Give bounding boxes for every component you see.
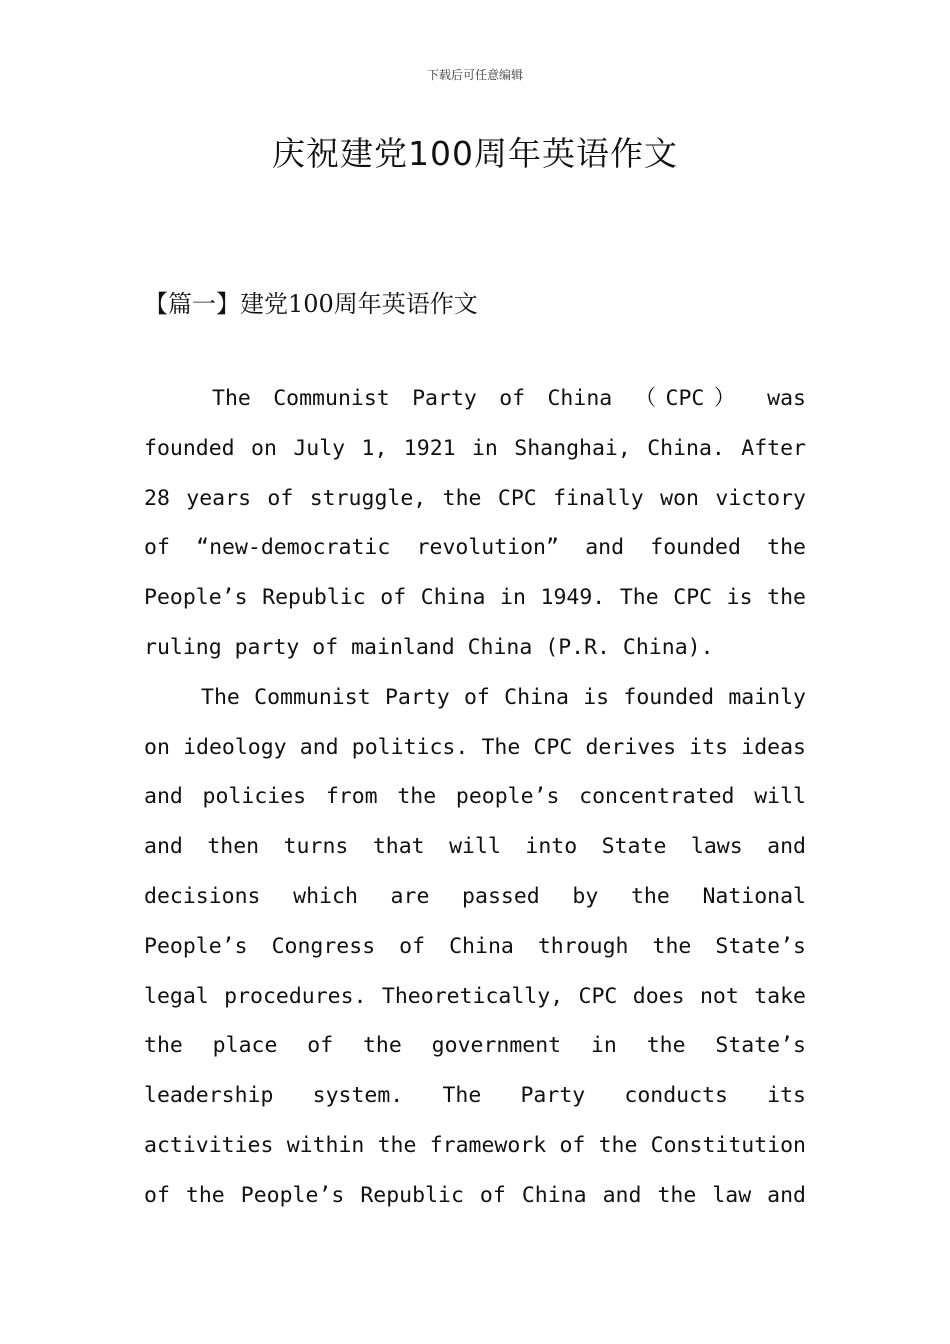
text-line: People’s Congress of China through the State’s	[144, 933, 806, 959]
text-line: ruling party of mainland China (P.R. China).	[144, 634, 714, 660]
text-line: and policies from the people’s concentrated will	[144, 784, 806, 810]
text-line: activities within the framework of the Constitution	[144, 1132, 806, 1158]
document-title: 庆祝建党100周年英语作文	[272, 134, 678, 173]
text-line: 28 years of struggle, the CPC finally won victory	[144, 485, 806, 511]
section-heading: 【篇一】建党100周年英语作文	[144, 290, 478, 318]
paragraph-1	[144, 374, 806, 673]
text-line: leadership system. The Party conducts its	[144, 1083, 806, 1109]
paragraph-2	[144, 673, 806, 1221]
text-line: founded on July 1, 1921 in Shanghai, China. After	[144, 435, 806, 461]
text-line: decisions which are passed by the National	[144, 883, 806, 909]
text-line: of “new-democratic revolution” and founded the	[144, 535, 806, 561]
text-line: The Communist Party of China （CPC） was	[212, 386, 806, 411]
text-line: and then turns that will into State laws and	[144, 834, 806, 860]
document-body	[144, 374, 806, 1221]
text-line: legal procedures. Theoretically, CPC does not take	[144, 983, 806, 1009]
text-line: People’s Republic of China in 1949. The CPC is the	[144, 585, 806, 611]
text-line: The Communist Party of China is founded mainly	[201, 684, 806, 710]
header-note: 下载后可任意编辑	[426, 68, 523, 82]
text-line: the place of the government in the State’s	[144, 1033, 806, 1059]
text-line: on ideology and politics. The CPC derives its ideas	[144, 734, 806, 760]
text-line: of the People’s Republic of China and the law and	[144, 1182, 806, 1208]
